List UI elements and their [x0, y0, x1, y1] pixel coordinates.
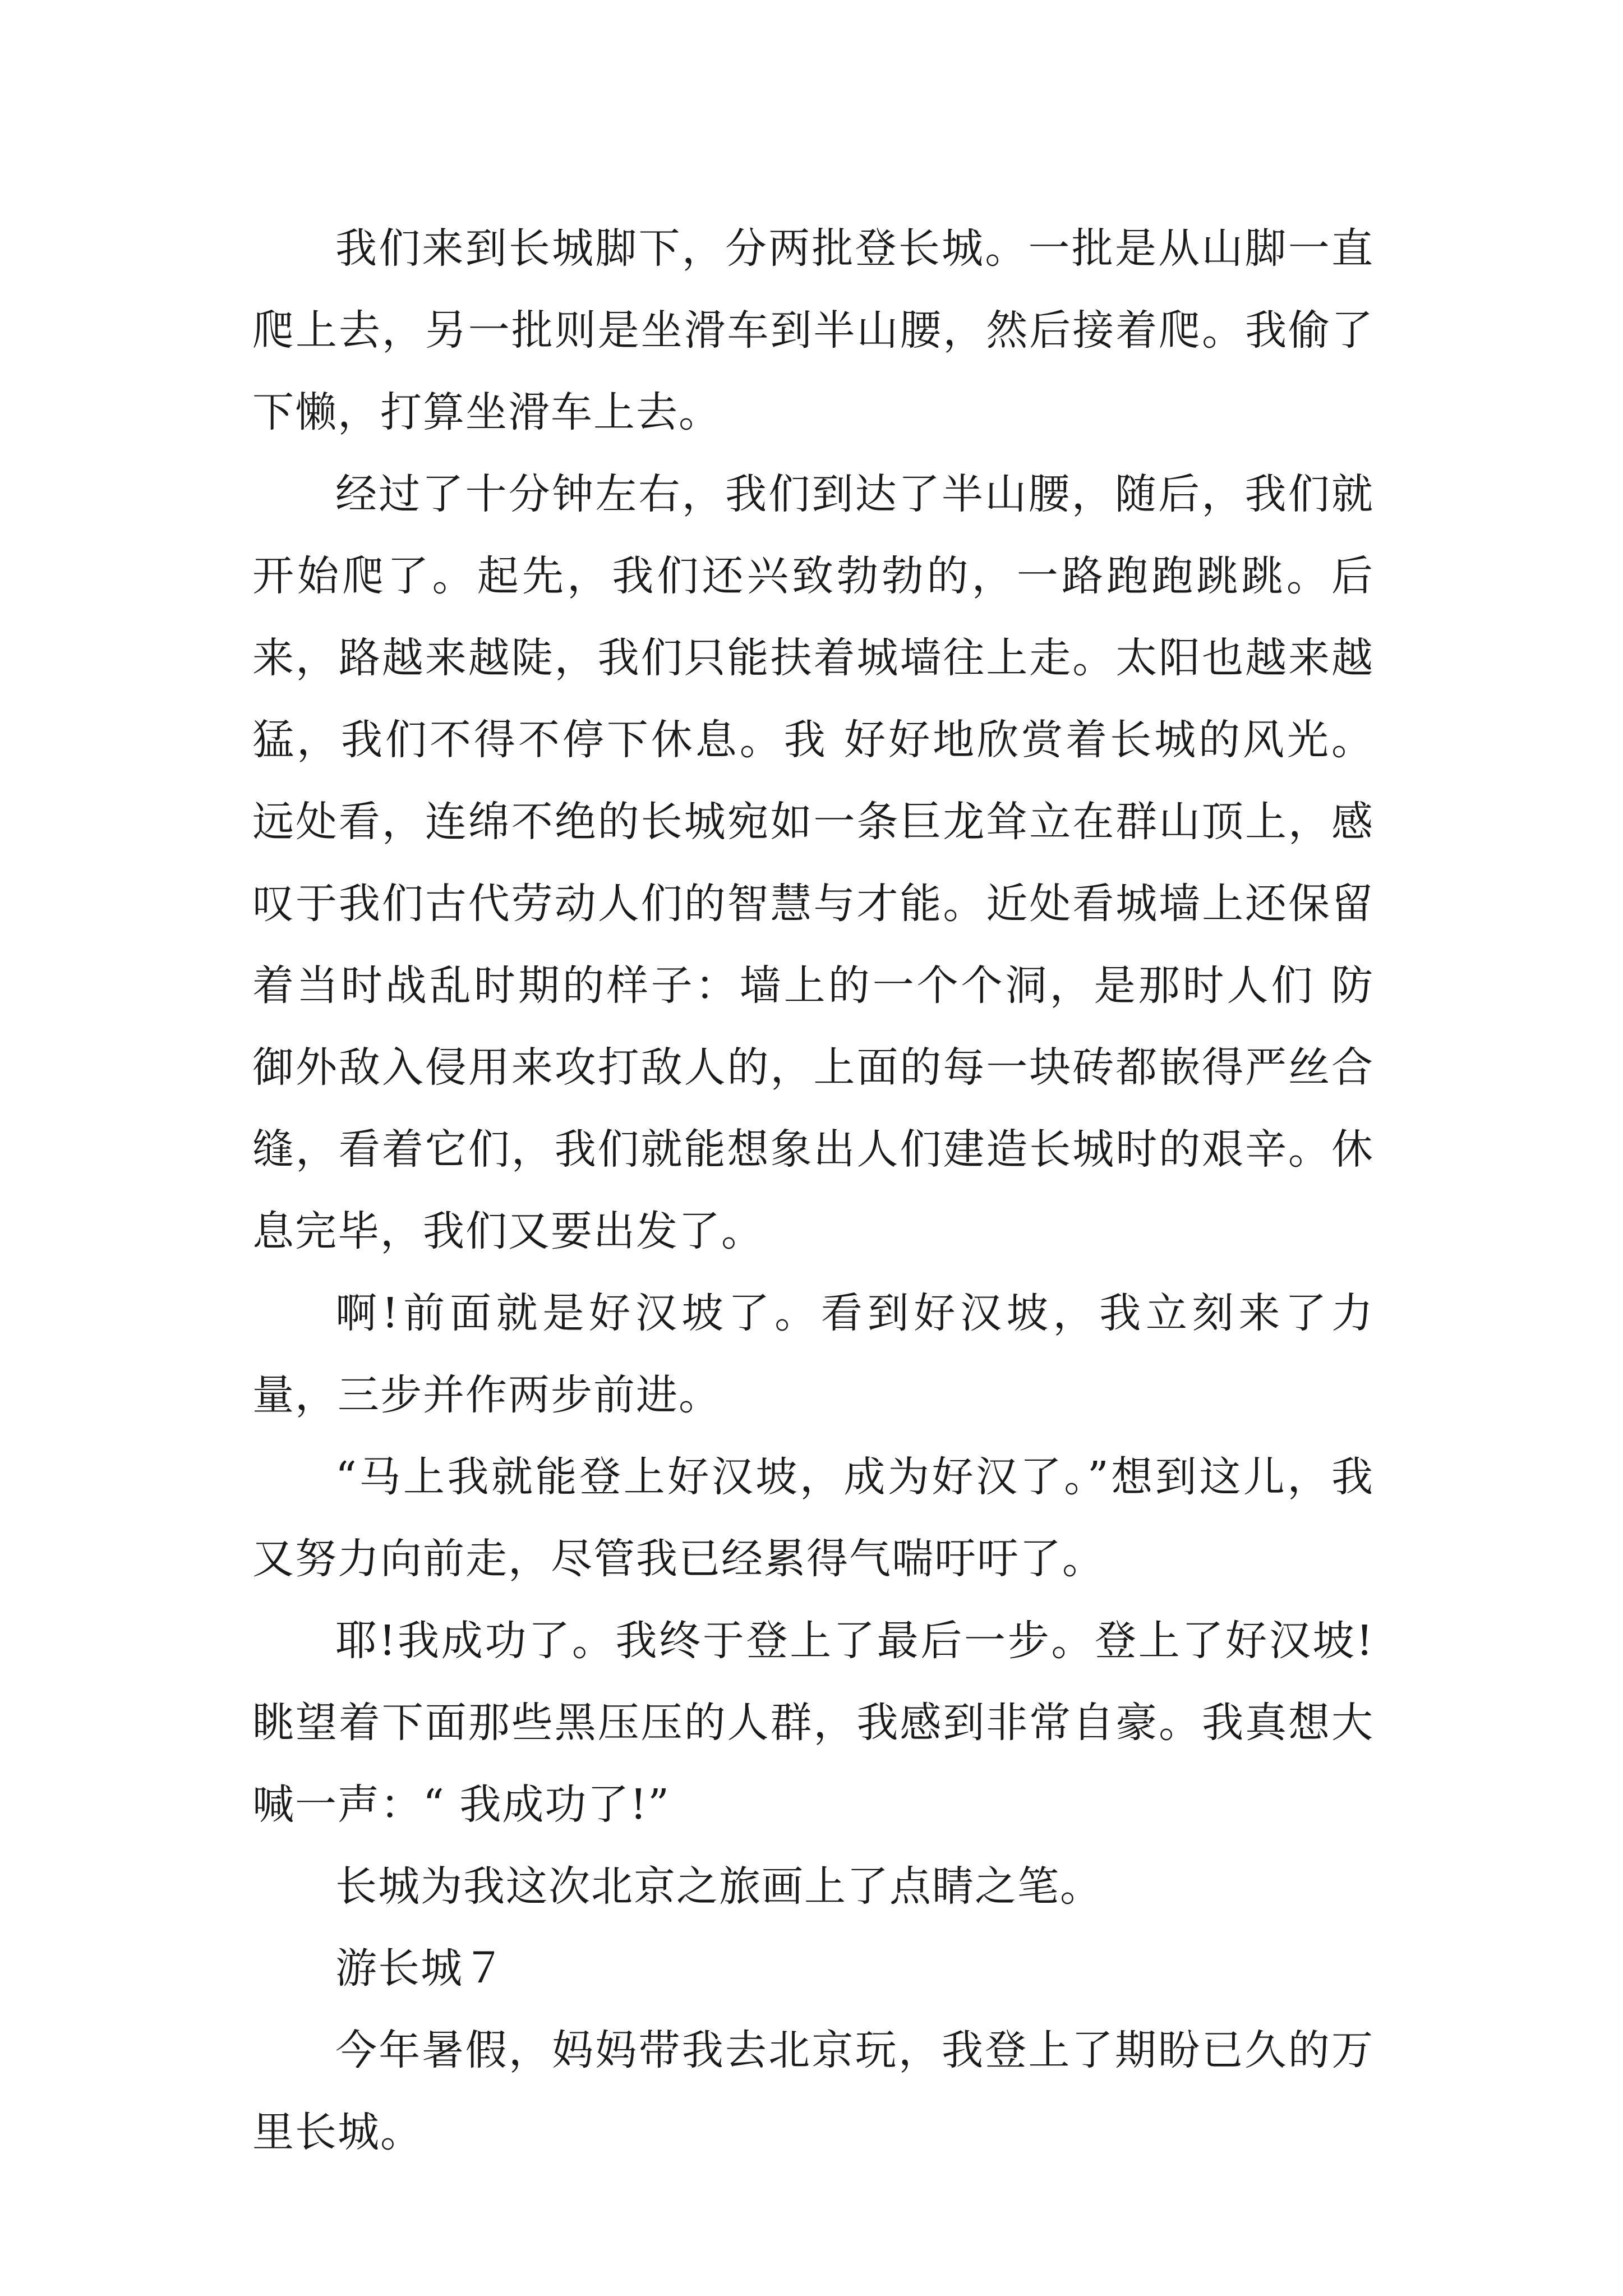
paragraph: 耶!我成功了。我终于登上了最后一步。登上了好汉坡!眺望着下面那些黑压压的人群，我感到非常自豪。我真想大喊一声：“ 我成功了!”	[252, 1617, 1374, 1829]
section-heading: 游长城７	[335, 1944, 506, 1993]
paragraph: 经过了十分钟左右，我们到达了半山腰，随后，我们就开始爬了。起先，我们还兴致勃勃的，一路跑跑跳跳。后来，路越来越陡，我们只能扶着城墙往上走。太阳也越来越猛，我们不得不停下休息。我 好好地欣赏着长城的风光。远处看，连绵不绝的长城宛如一条巨龙耸立在群山顶上，感叹于我们古代劳动人们的智慧与才能。近处看城墙上还保留着当时战乱时期的样子：墙上的一个个洞，是那时人们 防御外敌入侵用来攻打敌人的，上面的每一块砖都嵌得严丝合缝，看着它们，我们就能想象出人们建造长城时的艰辛。休息完毕，我们又要出发了。	[252, 470, 1374, 1255]
paragraph: 长城为我这次北京之旅画上了点睛之笔。	[335, 1862, 1103, 1911]
paragraph: 啊!前面就是好汉坡了。看到好汉坡，我立刻来了力量，三步并作两步前进。	[252, 1289, 1374, 1419]
paragraph: “马上我就能登上好汉坡，成为好汉了。”想到这儿，我又努力向前走，尽管我已经累得气喘吁吁了。	[252, 1453, 1374, 1583]
document-body	[252, 208, 1374, 2173]
paragraph: 今年暑假，妈妈带我去北京玩，我登上了期盼已久的万里长城。	[252, 2026, 1374, 2156]
paragraph: 我们来到长城脚下，分两批登长城。一批是从山脚一直爬上去，另一批则是坐滑车到半山腰，然后接着爬。我偷了下懒，打算坐滑车上去。	[252, 224, 1374, 436]
